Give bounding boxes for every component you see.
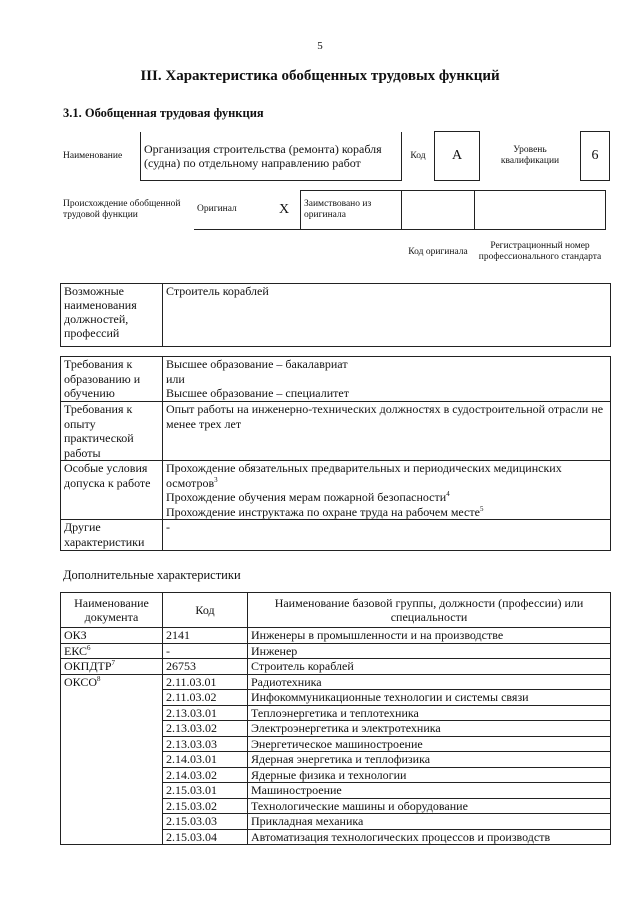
code-cell: 2.13.03.02 bbox=[163, 721, 248, 737]
doc-cell: ЕКС$^6$ bbox=[61, 643, 163, 659]
code-cell: 2.11.03.01 bbox=[163, 674, 248, 690]
table-row bbox=[61, 674, 611, 690]
name-cell: Автоматизация технологических процессов и производств bbox=[248, 829, 611, 845]
code-label: Код bbox=[410, 150, 426, 161]
function-header-table bbox=[60, 131, 610, 181]
col-code-header: Код bbox=[163, 593, 248, 628]
code-cell: 2.15.03.01 bbox=[163, 783, 248, 799]
education-line: или bbox=[166, 371, 185, 386]
level-label: Уровень квалификации bbox=[500, 145, 560, 166]
col-doc-header: Наименование документа bbox=[61, 593, 163, 628]
code-value: А bbox=[435, 132, 480, 181]
code-original-cell bbox=[402, 191, 475, 230]
code-cell: 2141 bbox=[163, 628, 248, 644]
other-value: - bbox=[163, 520, 611, 551]
name-cell: Строитель кораблей bbox=[248, 659, 611, 675]
name-label: Наименование bbox=[63, 150, 123, 161]
name-cell: Инженеры в промышленности и на производстве bbox=[248, 628, 611, 644]
doc-cell: ОКПДТР$^7$ bbox=[61, 659, 163, 675]
special-condition: Прохождение обучения мерам пожарной безопасности$^4$ bbox=[166, 490, 450, 504]
code-cell: 2.15.03.02 bbox=[163, 798, 248, 814]
table-row bbox=[61, 643, 611, 659]
name-cell: Теплоэнергетика и теплотехника bbox=[248, 705, 611, 721]
code-cell: 2.13.03.01 bbox=[163, 705, 248, 721]
experience-label: Требования к опыту практической работы bbox=[61, 402, 163, 461]
original-mark: X bbox=[268, 191, 301, 230]
code-cell: 2.13.03.03 bbox=[163, 736, 248, 752]
name-cell: Прикладная механика bbox=[248, 814, 611, 830]
special-condition: Прохождение обязательных предварительных и периодических медицинских осмотров$^3$ bbox=[166, 461, 562, 490]
special-label: Особые условия допуска к работе bbox=[61, 461, 163, 520]
borrowed-label: Заимствовано из оригинала bbox=[301, 191, 402, 230]
origin-label: Происхождение обобщенной трудовой функции bbox=[63, 199, 181, 220]
code-original-caption: Код оригинала bbox=[408, 246, 468, 257]
section-title: III. Характеристика обобщенных трудовых функций bbox=[140, 68, 500, 84]
education-label: Требования к образованию и обучению bbox=[61, 357, 163, 402]
origin-table bbox=[60, 190, 606, 271]
reg-number-caption: Регистрационный номер профессионального стандарта bbox=[478, 241, 602, 262]
name-cell: Инженер bbox=[248, 643, 611, 659]
positions-label: Возможные наименования должностей, профессий bbox=[61, 284, 163, 347]
experience-value: Опыт работы на инженерно-технических должностях в судостроительной отрасли не менее трех лет bbox=[163, 402, 611, 461]
education-line: Высшее образование – бакалавриат bbox=[166, 357, 348, 371]
special-value bbox=[163, 461, 611, 520]
code-cell: - bbox=[163, 643, 248, 659]
code-cell: 2.14.03.01 bbox=[163, 752, 248, 768]
additional-table bbox=[60, 592, 611, 845]
additional-title: Дополнительные характеристики bbox=[63, 568, 241, 582]
code-cell: 2.15.03.03 bbox=[163, 814, 248, 830]
code-cell: 2.15.03.04 bbox=[163, 829, 248, 845]
education-line: Высшее образование – специалитет bbox=[166, 386, 349, 400]
additional-rows bbox=[61, 628, 611, 845]
original-label: Оригинал bbox=[194, 191, 268, 230]
name-cell: Энергетическое машиностроение bbox=[248, 736, 611, 752]
other-label: Другие характеристики bbox=[61, 520, 163, 551]
page-number: 5 bbox=[317, 40, 323, 52]
education-value bbox=[163, 357, 611, 402]
positions-table bbox=[60, 283, 611, 347]
name-cell: Электроэнергетика и электротехника bbox=[248, 721, 611, 737]
name-cell: Машиностроение bbox=[248, 783, 611, 799]
col-name-header: Наименование базовой группы, должности (профессии) или специальности bbox=[248, 593, 611, 628]
code-cell: 26753 bbox=[163, 659, 248, 675]
name-value: Организация строительства (ремонта) корабля (судна) по отдельному направлению работ bbox=[141, 132, 402, 181]
name-cell: Радиотехника bbox=[248, 674, 611, 690]
requirements-table bbox=[60, 356, 611, 551]
table-row bbox=[61, 659, 611, 675]
code-cell: 2.14.03.02 bbox=[163, 767, 248, 783]
code-cell: 2.11.03.02 bbox=[163, 690, 248, 706]
reg-number-cell bbox=[475, 191, 606, 230]
table-row bbox=[61, 628, 611, 644]
subsection-title: 3.1. Обобщенная трудовая функция bbox=[63, 106, 264, 120]
name-cell: Ядерная энергетика и теплофизика bbox=[248, 752, 611, 768]
doc-cell: ОКЗ bbox=[61, 628, 163, 644]
name-cell: Технологические машины и оборудование bbox=[248, 798, 611, 814]
special-condition: Прохождение инструктажа по охране труда на рабочем месте$^5$ bbox=[166, 504, 484, 519]
level-value: 6 bbox=[581, 132, 610, 181]
positions-value: Строитель кораблей bbox=[163, 284, 611, 347]
doc-cell: ОКСО$^8$ bbox=[61, 674, 163, 845]
name-cell: Инфокоммуникационные технологии и системы связи bbox=[248, 690, 611, 706]
name-cell: Ядерные физика и технологии bbox=[248, 767, 611, 783]
